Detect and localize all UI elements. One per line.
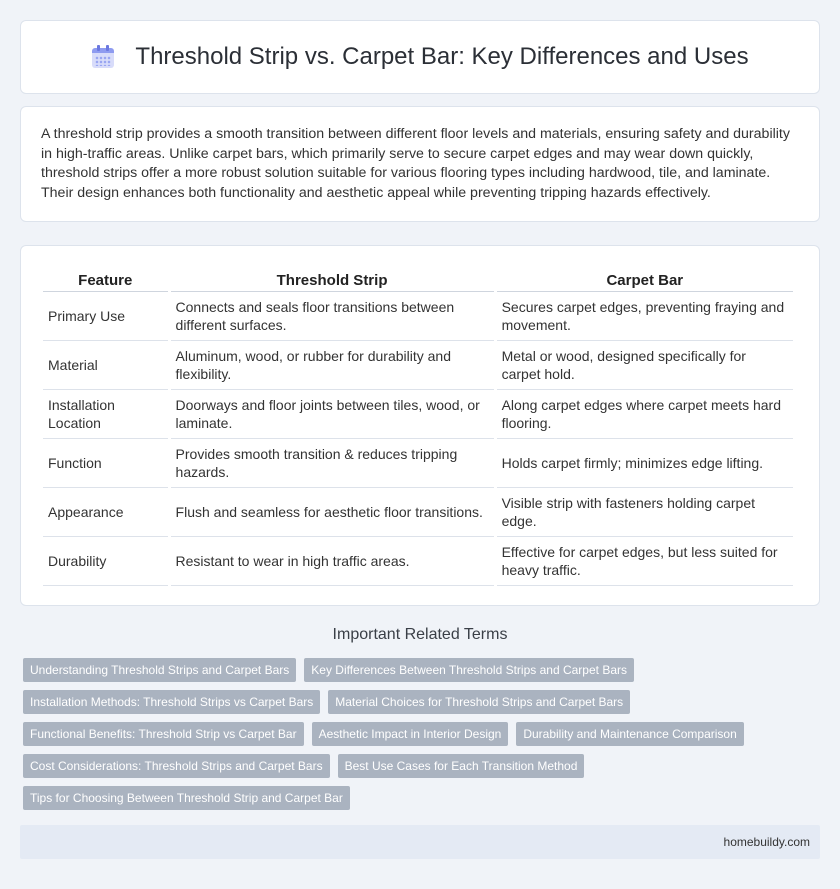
- table-cell-threshold: Aluminum, wood, or rubber for durability and flexibility.: [171, 341, 494, 390]
- related-term-tag[interactable]: Functional Benefits: Threshold Strip vs Carpet Bar: [23, 722, 304, 746]
- table-row: [43, 439, 793, 488]
- table-cell-threshold: Flush and seamless for aesthetic floor transitions.: [171, 488, 494, 537]
- related-terms-title: Important Related Terms: [332, 626, 508, 643]
- title-card: [20, 20, 820, 94]
- table-cell-threshold: Doorways and floor joints between tiles, wood, or laminate.: [171, 390, 494, 439]
- related-term-tag[interactable]: Understanding Threshold Strips and Carpet Bars: [23, 658, 296, 682]
- tag-row: [23, 690, 823, 714]
- table-row: [43, 488, 793, 537]
- related-term-tag[interactable]: Material Choices for Threshold Strips and Carpet Bars: [328, 690, 630, 714]
- related-terms-list: [23, 658, 823, 818]
- page-title: Threshold Strip vs. Carpet Bar: Key Differences and Uses: [135, 43, 749, 70]
- table-cell-threshold: Connects and seals floor transitions between different surfaces.: [171, 292, 494, 341]
- table-cell-carpet: Metal or wood, designed specifically for carpet hold.: [497, 341, 793, 390]
- table-row: [43, 537, 793, 586]
- comparison-table-card: [20, 245, 820, 606]
- header-feature: Feature: [43, 266, 168, 292]
- related-term-tag[interactable]: Key Differences Between Threshold Strips and Carpet Bars: [304, 658, 634, 682]
- table-cell-feature: Appearance: [43, 488, 168, 537]
- header-carpet-bar: Carpet Bar: [497, 266, 793, 292]
- table-cell-carpet: Holds carpet firmly; minimizes edge lifting.: [497, 439, 793, 488]
- related-term-tag[interactable]: Cost Considerations: Threshold Strips and Carpet Bars: [23, 754, 330, 778]
- table-cell-carpet: Secures carpet edges, preventing fraying and movement.: [497, 292, 793, 341]
- table-cell-threshold: Resistant to wear in high traffic areas.: [171, 537, 494, 586]
- table-row: [43, 390, 793, 439]
- table-header-row: [43, 266, 793, 292]
- table-cell-carpet: Visible strip with fasteners holding carpet edge.: [497, 488, 793, 537]
- table-cell-carpet: Along carpet edges where carpet meets hard flooring.: [497, 390, 793, 439]
- comparison-table: [40, 266, 796, 586]
- tag-row: [23, 786, 823, 810]
- related-term-tag[interactable]: Best Use Cases for Each Transition Method: [338, 754, 585, 778]
- table-cell-feature: Material: [43, 341, 168, 390]
- related-term-tag[interactable]: Tips for Choosing Between Threshold Strip and Carpet Bar: [23, 786, 350, 810]
- table-cell-threshold: Provides smooth transition & reduces tripping hazards.: [171, 439, 494, 488]
- table-row: [43, 341, 793, 390]
- related-term-tag[interactable]: Durability and Maintenance Comparison: [516, 722, 743, 746]
- intro-card: [20, 106, 820, 222]
- tag-row: [23, 754, 823, 778]
- intro-paragraph: A threshold strip provides a smooth transition between different floor levels and materials, ensuring safety and durability in high-traffic areas. Unlike carpet bars, which primarily serve to secure carpet edges and may wear down quickly, threshold strips offer a more robust solution suitable for various flooring types including hardwood, tile, and laminate. Their design enhances both functionality and aesthetic appeal while preventing tripping hazards effectively.: [41, 126, 790, 201]
- table-cell-feature: Primary Use: [43, 292, 168, 341]
- table-cell-feature: Installation Location: [43, 390, 168, 439]
- tag-row: [23, 722, 823, 746]
- table-cell-feature: Function: [43, 439, 168, 488]
- table-cell-carpet: Effective for carpet edges, but less suited for heavy traffic.: [497, 537, 793, 586]
- related-term-tag[interactable]: Aesthetic Impact in Interior Design: [312, 722, 509, 746]
- header-threshold-strip: Threshold Strip: [171, 266, 494, 292]
- table-cell-feature: Durability: [43, 537, 168, 586]
- table-row: [43, 292, 793, 341]
- related-term-tag[interactable]: Installation Methods: Threshold Strips vs Carpet Bars: [23, 690, 320, 714]
- calendar-icon: [91, 45, 115, 69]
- footer: [20, 825, 820, 859]
- tag-row: [23, 658, 823, 682]
- footer-site-link[interactable]: homebuildy.com: [723, 835, 810, 849]
